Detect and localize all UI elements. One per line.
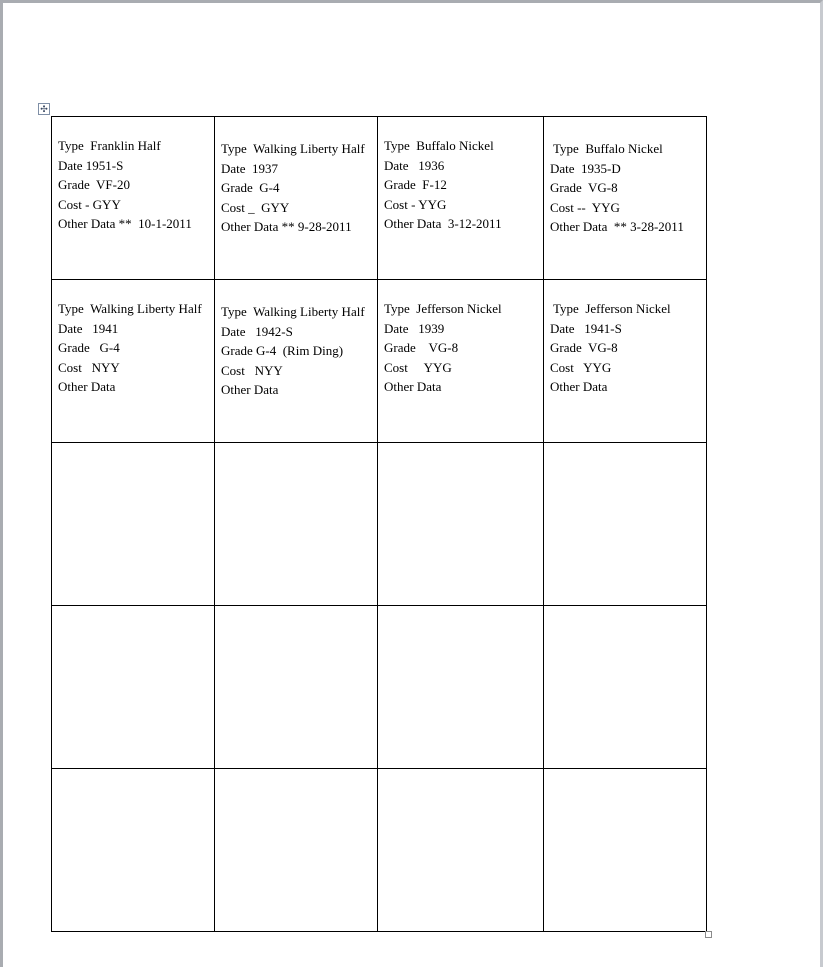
coin-type: Type Buffalo Nickel xyxy=(550,141,663,156)
coin-grade: Grade VF-20 xyxy=(58,177,130,192)
coin-type: Type Jefferson Nickel xyxy=(384,301,502,316)
empty-label-cell[interactable] xyxy=(215,443,378,606)
label-cell[interactable] xyxy=(378,280,544,443)
coin-type: Type Walking Liberty Half xyxy=(221,141,365,156)
coin-grade: Grade F-12 xyxy=(384,177,447,192)
label-cell[interactable] xyxy=(52,117,215,280)
coin-other-data: Other Data xyxy=(384,379,442,394)
empty-label-cell[interactable] xyxy=(378,606,544,769)
coin-date: Date 1935-D xyxy=(550,160,621,176)
coin-type: Type Walking Liberty Half xyxy=(221,304,365,319)
coin-date: Date 1936 xyxy=(384,157,445,173)
coin-grade: Grade G-4 xyxy=(58,340,120,355)
coin-date: Date 1941 xyxy=(58,320,119,336)
coin-cost: Cost _ GYY xyxy=(221,199,290,215)
coin-date: Date 1937 xyxy=(221,160,279,176)
table-row xyxy=(52,117,707,280)
coin-other-data: Other Data ** 3-28-2011 xyxy=(550,219,684,234)
coin-type: Type Walking Liberty Half xyxy=(58,301,202,316)
coin-cost: Cost -- YYG xyxy=(550,199,620,215)
coin-other-data: Other Data ** 9-28-2011 xyxy=(221,219,352,234)
coin-type: Type Buffalo Nickel xyxy=(384,138,494,153)
table-row xyxy=(52,606,707,769)
label-cell[interactable] xyxy=(215,280,378,443)
coin-other-data: Other Data 3-12-2011 xyxy=(384,216,502,231)
label-cell[interactable] xyxy=(544,280,707,443)
coin-type: Type Franklin Half xyxy=(58,138,161,153)
coin-other-data: Other Data ** 10-1-2011 xyxy=(58,216,192,231)
empty-label-cell[interactable] xyxy=(215,606,378,769)
empty-label-cell[interactable] xyxy=(52,443,215,606)
coin-grade: Grade VG-8 xyxy=(384,340,459,355)
coin-date: Date 1942-S xyxy=(221,323,293,339)
empty-label-cell[interactable] xyxy=(544,606,707,769)
coin-cost: Cost - GYY xyxy=(58,196,121,212)
empty-label-cell[interactable] xyxy=(544,443,707,606)
coin-grade: Grade G-4 xyxy=(221,180,280,195)
coin-date: Date 1939 xyxy=(384,320,445,336)
empty-label-cell[interactable] xyxy=(544,769,707,932)
label-cell[interactable] xyxy=(544,117,707,280)
coin-other-data: Other Data xyxy=(550,379,608,394)
table-row xyxy=(52,769,707,932)
empty-label-cell[interactable] xyxy=(52,606,215,769)
coin-date: Date 1951-S xyxy=(58,157,124,173)
coin-cost: Cost - YYG xyxy=(384,196,447,212)
coin-type: Type Jefferson Nickel xyxy=(550,301,671,316)
label-cell[interactable] xyxy=(378,117,544,280)
coin-grade: Grade VG-8 xyxy=(550,340,618,355)
empty-label-cell[interactable] xyxy=(378,769,544,932)
coin-cost: Cost YYG xyxy=(384,359,452,375)
label-cell[interactable] xyxy=(52,280,215,443)
coin-cost: Cost NYY xyxy=(58,359,120,375)
empty-label-cell[interactable] xyxy=(52,769,215,932)
label-cell[interactable] xyxy=(215,117,378,280)
empty-label-cell[interactable] xyxy=(378,443,544,606)
empty-label-cell[interactable] xyxy=(215,769,378,932)
coin-grade: Grade VG-8 xyxy=(550,180,618,195)
table-move-handle-icon[interactable]: ✣ xyxy=(38,103,50,115)
table-row xyxy=(52,280,707,443)
coin-cost: Cost NYY xyxy=(221,362,283,378)
table-resize-handle[interactable] xyxy=(705,931,712,938)
coin-grade: Grade G-4 (Rim Ding) xyxy=(221,343,344,358)
coin-other-data: Other Data xyxy=(221,382,279,397)
coin-date: Date 1941-S xyxy=(550,320,622,336)
label-table xyxy=(51,116,707,932)
coin-cost: Cost YYG xyxy=(550,359,612,375)
table-row xyxy=(52,443,707,606)
coin-other-data: Other Data xyxy=(58,379,116,394)
